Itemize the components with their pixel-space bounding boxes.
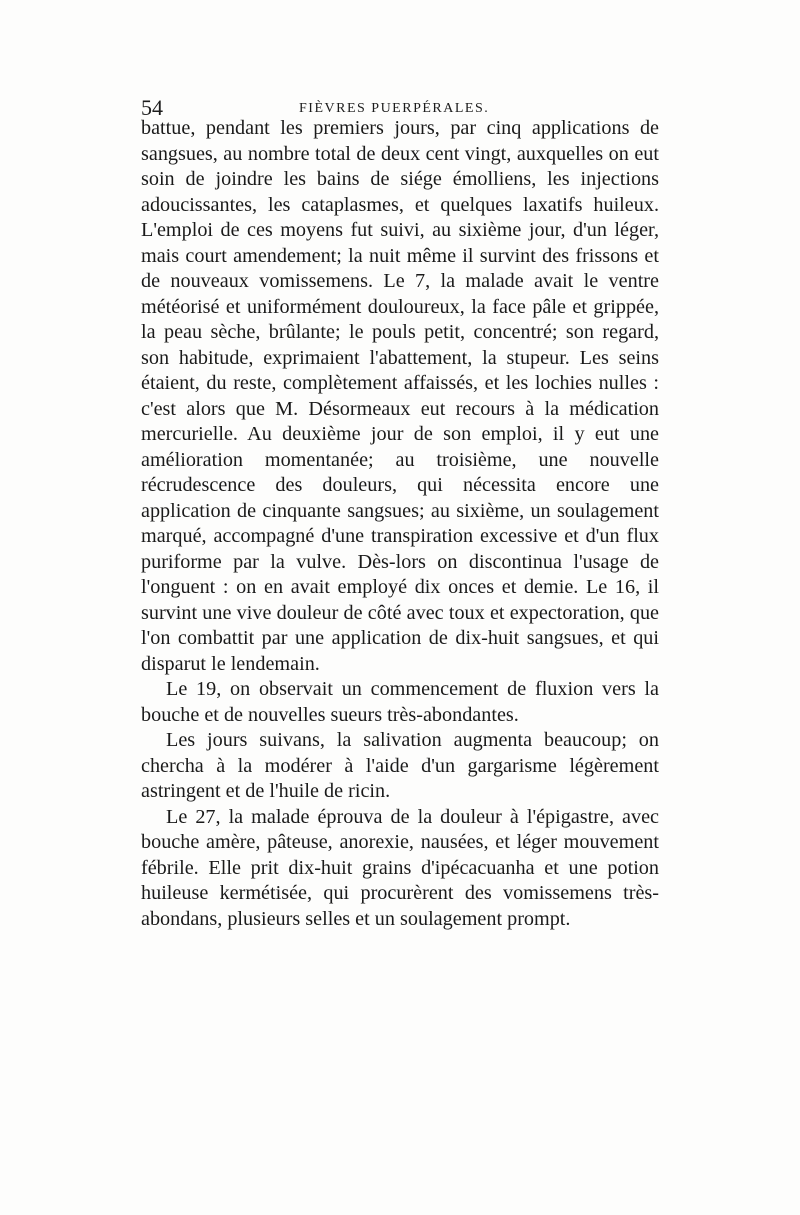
paragraph-2: Le 19, on observait un commencement de fluxion vers la bouche et de nouvelles sueurs très-abondantes.	[141, 678, 659, 726]
paragraph-4: Le 27, la malade éprouva de la douleur à l'épigastre, avec bouche amère, pâteuse, anorexie, nausées, et léger mouvement fébrile. Elle prit dix-huit grains d'ipécacuanha et une potion huileuse kermétisée, qui procurèrent des vomissemens très-abondans, plusieurs selles et un soulagement prompt.	[141, 805, 659, 930]
paragraph-1: battue, pendant les premiers jours, par cinq applications de sangsues, au nombre total de deux cent vingt, auxquelles on eut soin de joindre les bains de siége émolliens, les injections adoucissantes, les cataplasmes, et quelques laxatifs huileux. L'emploi de ces moyens fut suivi, au sixième jour, d'un léger, mais court amendement; la nuit même il survint des frissons et de nouveaux vomissemens. Le 7, la malade avait le ventre météorisé et uniformément douloureux, la face pâle et grippée, la peau sèche, brûlante; le pouls petit, concentré; son regard, son habitude, exprimaient l'abattement, la stupeur. Les seins étaient, du reste, complètement affaissés, et les lochies nulles : c'est alors que M. Désormeaux eut recours à la médication mercurielle. Au deuxième jour de son emploi, il y eut une amélioration momentanée; au troisième, une nouvelle récrudescence des douleurs, qui nécessita encore une application de cinquante sangsues; au sixième, un soulagement marqué, accompagné d'une transpiration excessive et d'un flux puriforme par la vulve. Dès-lors on discontinua l'usage de l'onguent : on en avait employé dix onces et demie. Le 16, il survint une vive douleur de côté avec toux et expectoration, que l'on combattit par une application de dix-huit sangsues, et qui disparut le lendemain.	[141, 117, 659, 675]
paragraph-3: Les jours suivans, la salivation augmenta beaucoup; on chercha à la modérer à l'aide d'un gargarisme légèrement astringent et de l'huile de ricin.	[141, 729, 659, 802]
page-number: 54	[141, 95, 163, 120]
body-text	[141, 116, 659, 932]
running-title: FIÈVRES PUERPÉRALES.	[299, 101, 490, 116]
